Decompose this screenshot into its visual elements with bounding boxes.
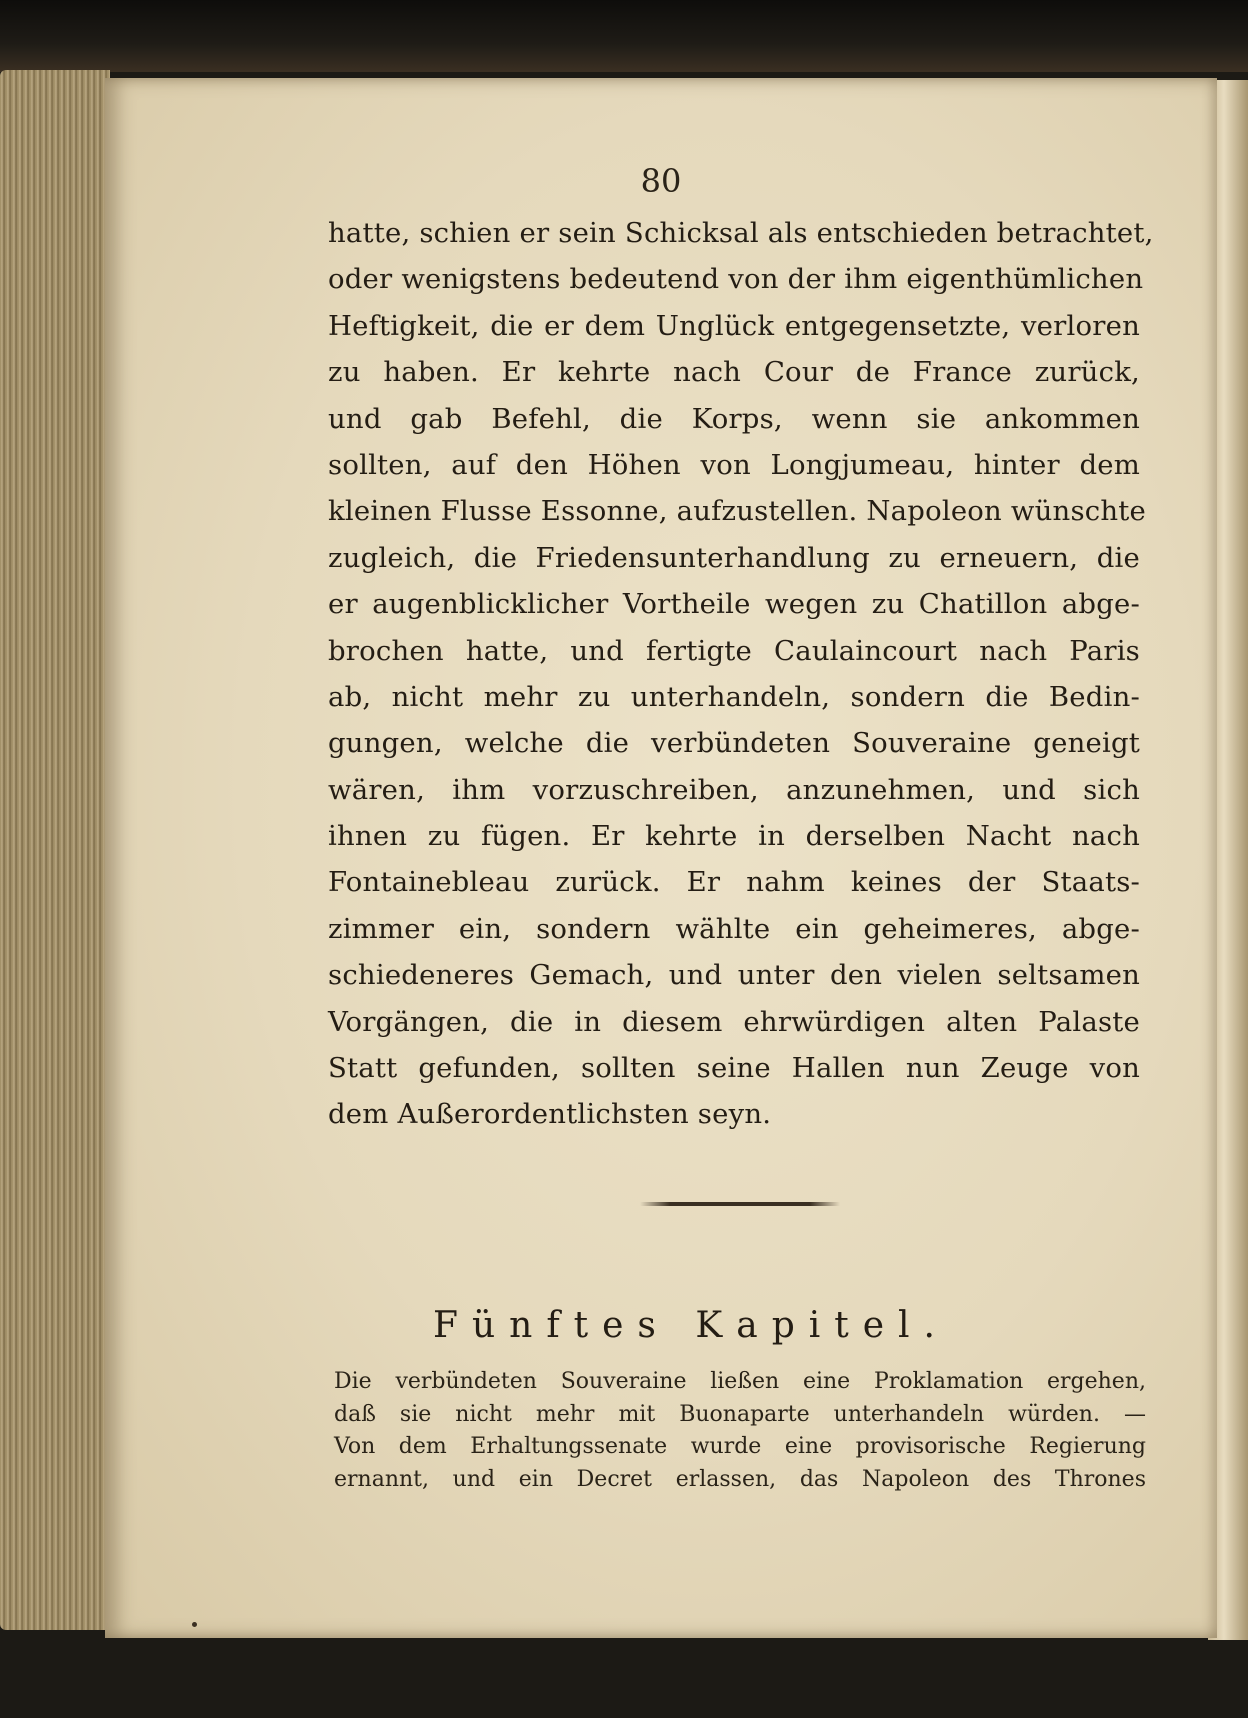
body-line: zugleich, die Friedensunterhandlung zu erneuern, die — [328, 541, 1140, 574]
body-line: er augenblicklicher Vortheile wegen zu Chatillon abge- — [328, 588, 1140, 621]
body-line: kleinen Flusse Essonne, aufzustellen. Napoleon wünschte — [328, 495, 1147, 528]
chapter-summary — [334, 1366, 1146, 1496]
book-page-edges — [0, 70, 110, 1630]
body-line: oder wenigstens bedeutend von der ihm eigenthümlichen — [328, 263, 1144, 296]
section-divider — [640, 1202, 840, 1206]
body-line: schiedeneres Gemach, und unter den vielen seltsamen — [328, 959, 1140, 992]
body-line: Statt gefunden, sollten seine Hallen nun Zeuge von — [328, 1052, 1140, 1085]
summary-line: Die verbündeten Souveraine ließen eine Proklamation ergehen, — [334, 1369, 1146, 1394]
summary-line: daß sie nicht mehr mit Buonaparte unterhandeln würden. — — [334, 1401, 1146, 1427]
summary-line: ernannt, und ein Decret erlassen, das Napoleon des Thrones — [334, 1466, 1146, 1492]
body-line: zimmer ein, sondern wählte ein geheimeres, abge- — [328, 912, 1140, 945]
background-top — [0, 0, 1248, 72]
body-line: ab, nicht mehr zu unterhandeln, sondern die Bedin- — [328, 680, 1140, 713]
body-line: Vorgängen, die in diesem ehrwürdigen alten Palaste — [328, 1005, 1140, 1038]
chapter-title: Fünftes Kapitel. — [432, 1305, 949, 1346]
ink-mark — [192, 1622, 197, 1627]
body-line: hatte, schien er sein Schicksal als entschieden betrachtet, — [328, 217, 1154, 249]
body-line: gungen, welche die verbündeten Souveraine geneigt — [328, 727, 1140, 760]
body-line: dem Außerordentlichsten seyn. — [328, 1098, 772, 1131]
body-line: und gab Befehl, die Korps, wenn sie ankommen — [328, 402, 1140, 435]
page-number: 80 — [640, 162, 682, 200]
body-text — [328, 210, 1154, 1138]
summary-line: Von dem Erhaltungssenate wurde eine provisorische Regierung — [334, 1434, 1146, 1459]
body-line: Fontainebleau zurück. Er nahm keines der Staats- — [328, 866, 1140, 899]
body-line: ihnen zu fügen. Er kehrte in derselben Nacht nach — [328, 820, 1140, 853]
body-line: wären, ihm vorzuschreiben, anzunehmen, und sich — [328, 773, 1140, 806]
body-line: brochen hatte, und fertigte Caulaincourt nach Paris — [328, 634, 1140, 667]
body-line: Heftigkeit, die er dem Unglück entgegensetzte, verloren — [328, 309, 1140, 342]
body-line: sollten, auf den Höhen von Longjumeau, hinter dem — [328, 448, 1140, 481]
body-line: zu haben. Er kehrte nach Cour de France zurück, — [328, 356, 1140, 389]
